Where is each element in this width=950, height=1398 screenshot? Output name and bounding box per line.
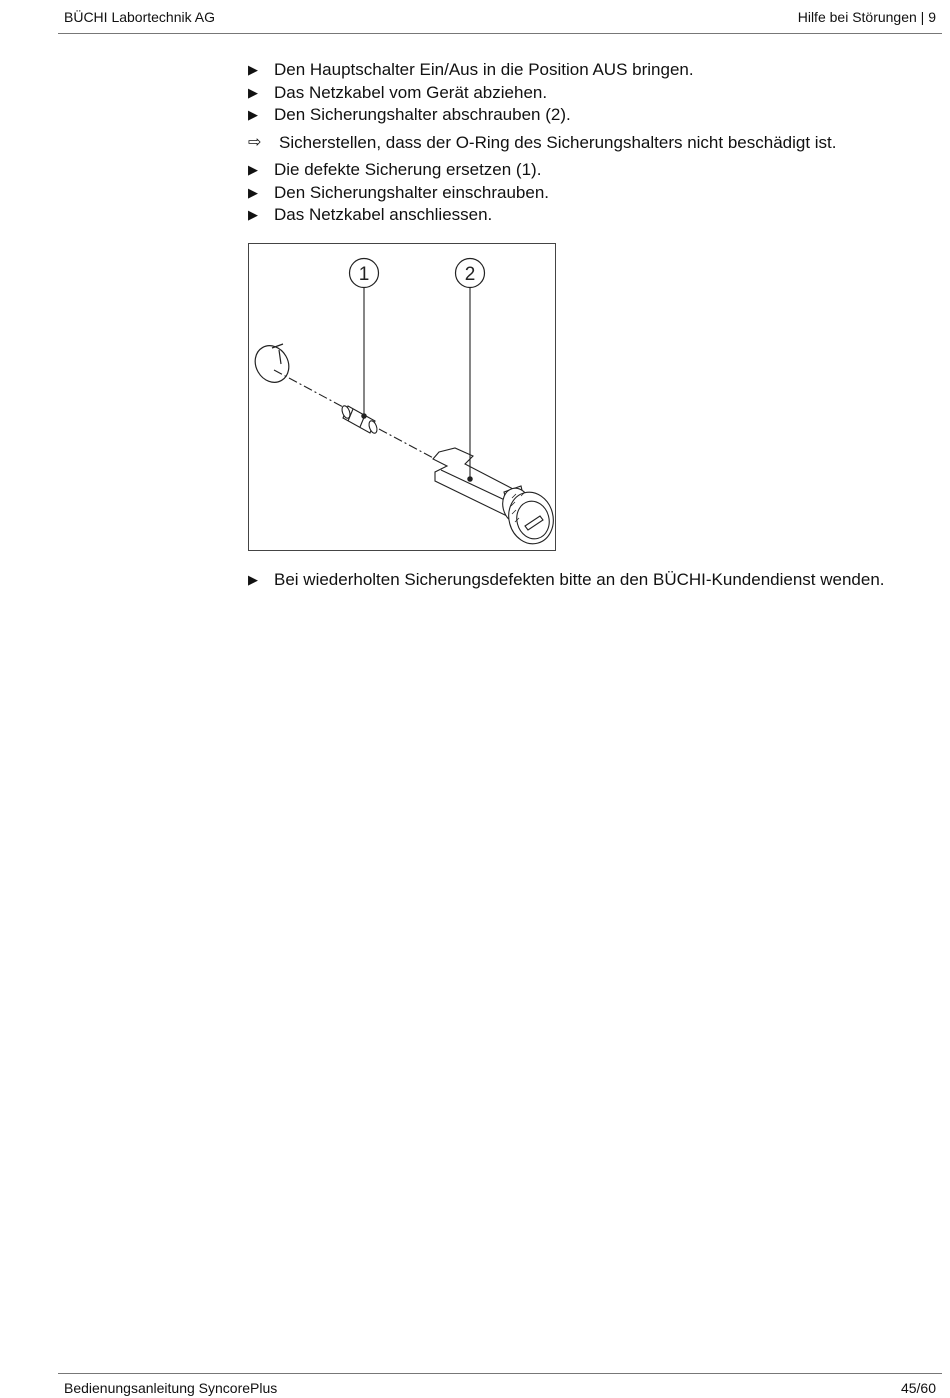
- step-text: Das Netzkabel anschliessen.: [274, 205, 493, 225]
- footer-manual-title: Bedienungsanleitung SyncorePlus: [64, 1380, 278, 1396]
- step-text: Die defekte Sicherung ersetzen (1).: [274, 160, 542, 180]
- page-header: [58, 0, 942, 34]
- header-section: Hilfe bei Störungen | 9: [797, 9, 936, 25]
- step-arrow-icon: ▶: [248, 207, 258, 223]
- step-arrow-icon: ▶: [248, 572, 258, 587]
- callout-2: 2: [464, 264, 476, 285]
- step-arrow-icon: ▶: [248, 162, 258, 178]
- result-arrow-icon: ⇨: [248, 134, 262, 152]
- result-text: Sicherstellen, dass der O-Ring des Sicherungshalters nicht beschädigt ist.: [279, 133, 837, 153]
- header-company: BÜCHI Labortechnik AG: [64, 9, 215, 25]
- step-text: Das Netzkabel vom Gerät abziehen.: [274, 82, 548, 102]
- step-arrow-icon: ▶: [248, 184, 258, 200]
- step-text: Den Sicherungshalter einschrauben.: [274, 182, 550, 202]
- footer-page-number: 45/60: [900, 1380, 936, 1396]
- fuse: [340, 405, 378, 435]
- step-arrow-icon: ▶: [248, 84, 258, 100]
- step-text: Den Hauptschalter Ein/Aus in die Position AUS bringen.: [274, 60, 694, 79]
- fuse-holder-illustration: [248, 243, 556, 551]
- panel-opening: [249, 340, 295, 389]
- callout-1: 1: [358, 264, 370, 285]
- page-footer: [58, 1373, 942, 1398]
- fuse-holder-drawing: [249, 244, 555, 550]
- step-text: Bei wiederholten Sicherungsdefekten bitte an den BÜCHI-Kundendienst wenden.: [274, 570, 885, 589]
- fuse-holder: [433, 448, 555, 549]
- step-arrow-icon: ▶: [248, 107, 258, 123]
- step-arrow-icon: ▶: [248, 62, 258, 77]
- step-text: Den Sicherungshalter abschrauben (2).: [274, 105, 571, 125]
